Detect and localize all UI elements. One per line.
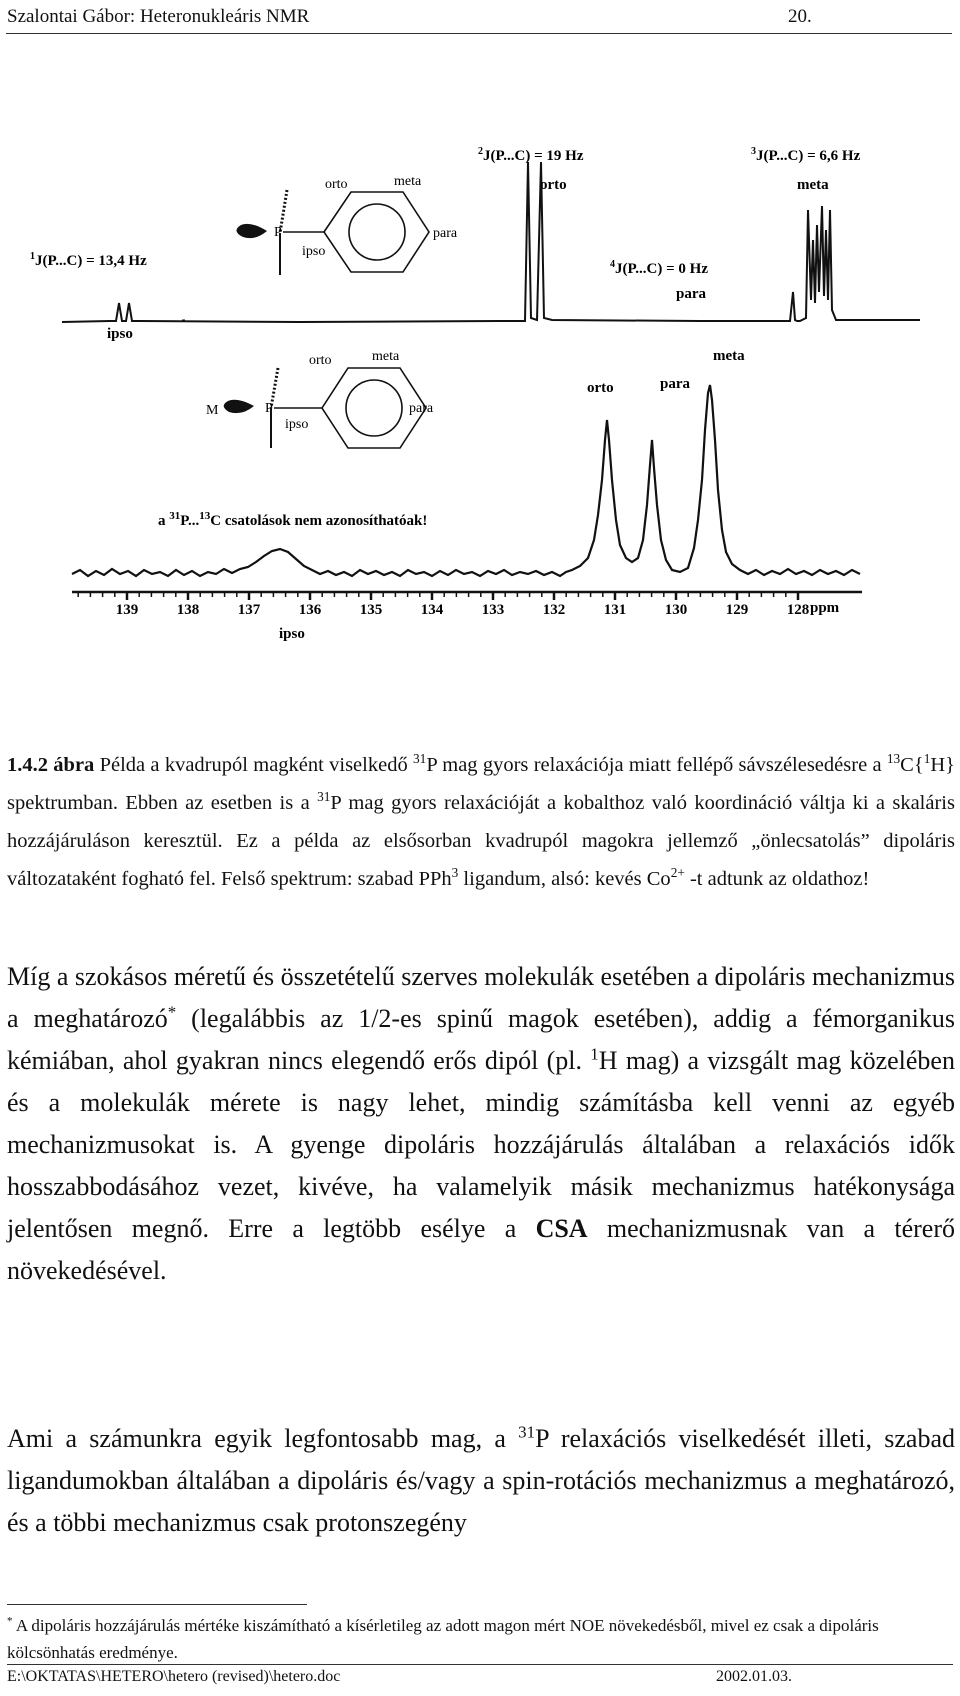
axis-unit: ppm [810,600,840,616]
mol-bottom-para: para [409,401,434,416]
caption-sup: 3 [451,865,459,881]
body-text: Ami a számunkra egyik legfontosabb mag, a [7,1424,519,1453]
body-text: Míg a szokásos méretű és összetételű szerves molekulák esetében a dipoláris mechanizmus a meghatározó [7,962,955,1033]
coupling-note: a $^{31}$P...$^{13}$C csatolások nem azonosíthatóak! [158,510,428,529]
caption-sup: 2+ [670,865,685,881]
caption-text: P mag gyors relaxációja miatt fellépő sávszélesedésre a [426,754,887,776]
j2-label: $^2$J(P...C) = 19 Hz [478,146,584,164]
page-number: 20. [788,6,812,27]
top-molecule-diagram [236,174,457,275]
top-spectrum-trace [62,162,920,322]
mol-bottom-ipso: ipso [285,417,309,432]
axis-tick-label: 138 [176,602,200,618]
axis-tick-label: 128 [786,602,810,618]
footnote-text: A dipoláris hozzájárulás mértéke kiszámítható a kísérletileg az adott magon mért NOE növekedésből, mivel ez csak a dipoláris kölcsönhatás eredménye. [7,1616,879,1662]
axis-tick-label: 132 [542,602,566,618]
ppm-axis [72,592,862,618]
axis-tick-label: 133 [481,602,505,618]
metal-lobe [224,400,254,413]
footnote-marker: * [167,1002,177,1022]
body-text: (legalábbis az 1/2-es spinű magok esetében), addig a fémorganikus kémiában, ahol gyakran nincs elegendő erős dipól (pl. [7,1004,956,1075]
body-paragraph-1 [7,956,955,1292]
axis-tick-label: 135 [359,602,383,618]
mol-top-meta: meta [394,174,422,189]
body-paragraph-2 [7,1418,955,1544]
caption-text: C{ [900,754,924,776]
bottom-meta-label: meta [713,348,745,364]
caption-text: -t adtunk az oldathoz! [684,868,870,890]
top-meta-label: meta [797,177,829,193]
axis-tick-label: 131 [603,602,627,618]
benzene-ring-circle [346,380,402,436]
axis-tick-label: 129 [725,602,749,618]
top-para-label: para [676,286,706,302]
body-text: H mag) a vizsgált mag közelében és a molekulák mérete is nagy lehet, mindig számításba kell venni az egyéb mechanizmusokat is. A gyenge dipoláris hozzájárulás általában a relaxációs idők hosszabbodásához vezet, kivéve, ha valamelyik másik mechanizmus hatékonysága jelentősen megnő. Erre a legtöbb esélye a [7,1046,955,1243]
axis-tick-label: 137 [237,602,261,618]
nmr-spectra-figure [0,130,960,720]
bottom-molecule-diagram [206,349,434,448]
caption-text: H} spektrumban. Ebben az esetben is a [7,754,955,814]
header-rule [6,33,952,34]
figure-caption [7,746,955,898]
mol-bottom-M: M [206,403,219,418]
caption-sup: 31 [317,789,331,805]
j4-label: $^4$J(P...C) = 0 Hz [610,259,708,277]
footnote-rule [7,1604,307,1605]
bottom-para-label: para [660,376,690,392]
bottom-spectrum-trace [72,385,860,576]
lone-pair-lobe [236,224,267,238]
footer-date: 2002.01.03. [716,1668,792,1685]
top-ipso-label: ipso [107,326,133,342]
bottom-ipso-label: ipso [279,626,305,642]
caption-text: ligandum, alsó: kevés Co [458,868,671,890]
caption-label: 1.4.2 ábra [7,754,95,776]
mol-top-ipso: ipso [302,244,326,259]
mol-top-P: P [274,225,282,240]
body-sup: 31 [518,1422,536,1442]
running-header-title: Szalontai Gábor: Heteronukleáris NMR [7,6,310,27]
footnote-star: * [7,1615,13,1628]
top-orto-label: orto [540,177,567,193]
caption-sup: 31 [413,751,427,767]
footnote [7,1612,955,1666]
j3-label: $^3$J(P...C) = 6,6 Hz [751,146,861,164]
body-text: P relaxációs viselkedését illeti, szabad ligandumokban általában a dipoláris és/vagy a spin-rotációs mechanizmus a meghatározó, és a többi mechanizmus csak protonszegény [7,1424,955,1537]
bottom-orto-label: orto [587,380,614,396]
body-bold: CSA [535,1214,588,1243]
axis-tick-label: 134 [420,602,444,618]
body-text: mechanizmusnak van a térerő növekedésével. [7,1214,955,1285]
body-sup: 1 [590,1044,599,1064]
mol-bottom-orto: orto [309,353,332,368]
caption-text: P mag gyors relaxációját a kobalthoz való koordináció váltja ki a skaláris hozzájáruláson keresztül. Ez a példa az elsősorban kvadrupól magokra jellemző „önlecsatolás” dipoláris változataként fogható fel. Felső spektrum: szabad PPh [7,792,955,890]
mol-bottom-P: P [265,401,273,416]
benzene-ring-circle [349,204,405,260]
caption-sup: 1 [923,751,931,767]
mol-bottom-meta: meta [372,349,400,364]
caption-text: Példa a kvadrupól magként viselkedő [94,754,413,776]
caption-sup: 13 [886,751,901,767]
footer-path: E:\OKTATAS\HETERO\hetero (revised)\hetero.doc [7,1668,341,1685]
axis-tick-label: 130 [664,602,688,618]
mol-top-para: para [433,226,458,241]
mol-top-orto: orto [325,177,348,192]
j1-label: $^1$J(P...C) = 13,4 Hz [30,251,147,269]
axis-tick-label: 139 [115,602,139,618]
axis-tick-label: 136 [298,602,322,618]
footer-rule [7,1664,953,1665]
